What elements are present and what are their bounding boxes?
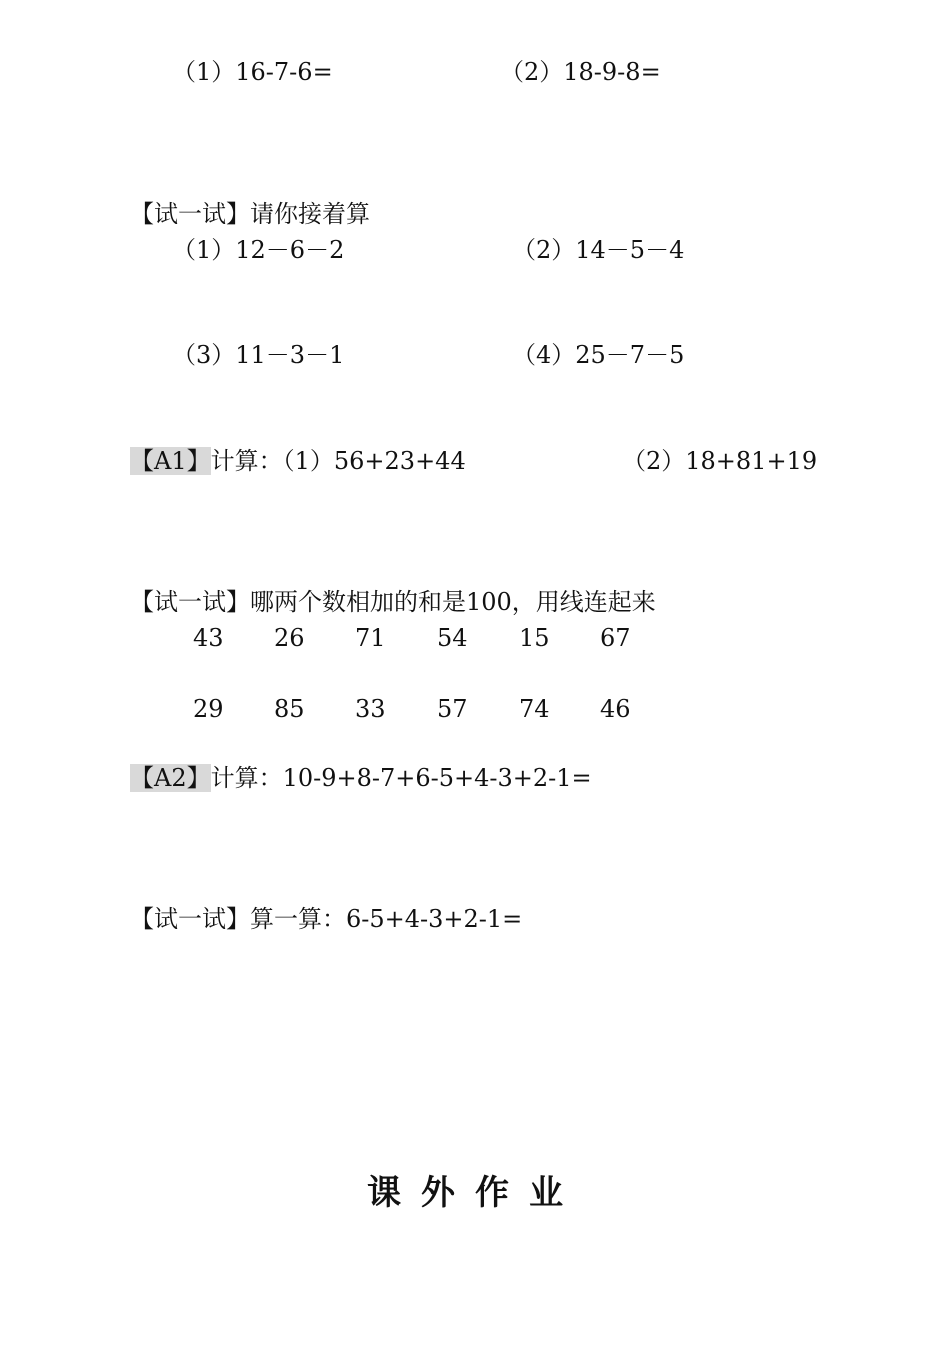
try-question-1: （1）12－6－2 xyxy=(172,236,345,264)
try-question-3: （3）11－3－1 xyxy=(172,341,345,369)
number-54: 54 xyxy=(437,624,468,652)
example-a2 xyxy=(130,764,592,793)
number-85: 85 xyxy=(274,695,305,723)
try-question-4: （4）25－7－5 xyxy=(512,341,685,369)
number-26: 26 xyxy=(274,624,305,652)
example-a2-text: 计算：10-9+8-7+6-5+4-3+2-1= xyxy=(210,764,592,792)
homework-title: 课外作业 xyxy=(367,1173,583,1213)
example-a1-tag: 【A1】 xyxy=(130,447,211,475)
number-33: 33 xyxy=(355,695,386,723)
example-a2-tag: 【A2】 xyxy=(130,764,211,792)
number-74: 74 xyxy=(519,695,550,723)
example-a1-text: 计算：（1）56+23+44 xyxy=(210,447,466,475)
number-57: 57 xyxy=(437,695,468,723)
problem-1: （1）16-7-6= xyxy=(172,58,333,86)
number-29: 29 xyxy=(193,695,224,723)
example-a1-question-2: （2）18+81+19 xyxy=(622,447,818,475)
number-46: 46 xyxy=(600,695,631,723)
try-heading-3: 【试一试】算一算：6-5+4-3+2-1= xyxy=(130,905,523,933)
number-43: 43 xyxy=(193,624,224,652)
number-71: 71 xyxy=(355,624,386,652)
number-67: 67 xyxy=(600,624,631,652)
try-heading-1: 【试一试】请你接着算 xyxy=(130,200,370,228)
number-15: 15 xyxy=(519,624,550,652)
try-question-2: （2）14－5－4 xyxy=(512,236,685,264)
problem-2: （2）18-9-8= xyxy=(500,58,661,86)
example-a1 xyxy=(130,447,466,476)
try-heading-2: 【试一试】哪两个数相加的和是100，用线连起来 xyxy=(130,588,656,616)
